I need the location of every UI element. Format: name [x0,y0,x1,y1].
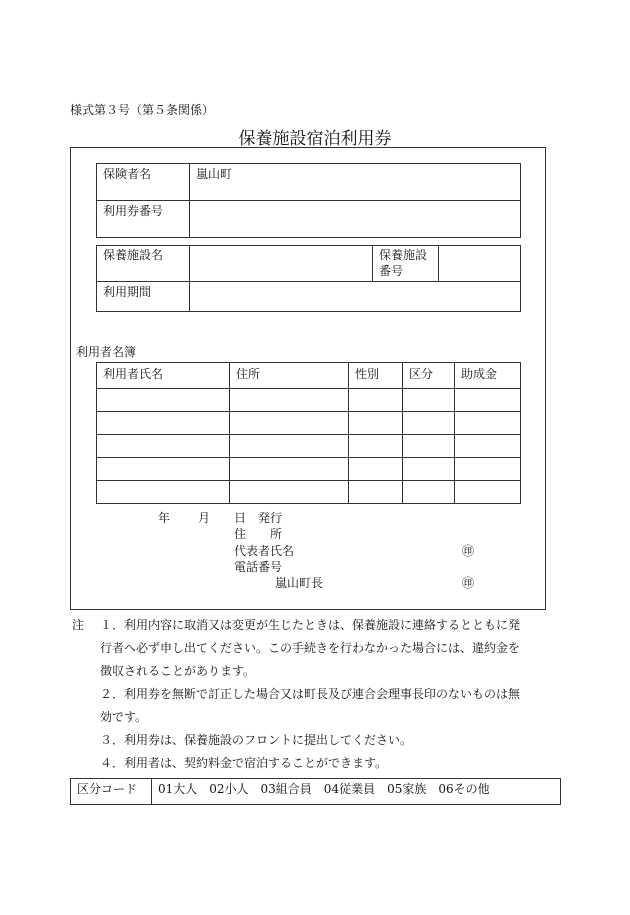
note-line: ３．利用券は、保養施設のフロントに提出してください。 [100,733,413,747]
category-code-table [70,778,561,805]
gender-cell[interactable] [349,458,403,481]
form-number: 様式第３号（第５条関係） [70,103,215,117]
issue-year-label: 年 [158,511,171,525]
table-row [97,201,521,238]
address-cell[interactable] [230,481,349,504]
note-line: 行者へ必ず申し出てください。この手続きを行わなかった場合には、違約金を [100,641,521,655]
category-cell[interactable] [403,389,455,412]
category-cell[interactable] [403,458,455,481]
ticket-number-label: 利用券番号 [97,201,190,238]
facility-name-label: 保養施設名 [97,246,190,282]
col-header-gender: 性別 [349,363,403,389]
facility-name-field[interactable] [190,246,373,282]
insurer-label: 保険者名 [97,164,190,201]
phone-number-label: 電話番号 [234,560,283,574]
table-row [97,282,521,312]
category-cell[interactable] [403,412,455,435]
note-line: ４．利用者は、契約料金で宿泊することができます。 [100,756,388,770]
page-title: 保養施設宿泊利用券 [238,129,392,149]
category-cell[interactable] [403,481,455,504]
category-code-values: 01大人 02小人 03組合員 04従業員 05家族 06その他 [152,779,561,805]
col-header-address: 住所 [230,363,349,389]
subsidy-cell[interactable] [455,389,521,412]
table-row [97,481,521,504]
gender-cell[interactable] [349,389,403,412]
official-seal-icon: ㊞ [462,576,475,590]
col-header-subsidy: 助成金 [455,363,521,389]
period-field[interactable] [190,282,521,312]
ticket-number-field[interactable] [190,201,521,238]
table-row [97,164,521,201]
note-line: 徴収されることがあります。 [100,664,256,678]
table-header-row [97,363,521,389]
note-line: ２．利用券を無断で訂正した場合又は町長及び連合会理事長印のないものは無 [100,687,521,701]
facility-number-field[interactable] [439,246,521,282]
note-line: １．利用内容に取消又は変更が生じたときは、保養施設に連絡するとともに発 [100,618,521,632]
gender-cell[interactable] [349,412,403,435]
representative-name-label: 代表者氏名 [234,544,295,558]
table-row [97,389,521,412]
roster-label: 利用者名簿 [76,345,137,359]
address-cell[interactable] [230,435,349,458]
mayor-label: 嵐山町長 [275,576,324,590]
notes-prefix: 注 [72,618,85,632]
category-code-label: 区分コード [71,779,152,805]
issue-month-label: 月 [198,511,211,525]
name-cell[interactable] [97,458,230,481]
user-roster-table [96,362,521,504]
subsidy-cell[interactable] [455,412,521,435]
address-cell[interactable] [230,458,349,481]
subsidy-cell[interactable] [455,481,521,504]
col-header-category: 区分 [403,363,455,389]
name-cell[interactable] [97,412,230,435]
issuer-address-label: 住 所 [234,527,283,541]
name-cell[interactable] [97,389,230,412]
table-row [97,458,521,481]
note-line: 効です。 [100,710,148,724]
category-cell[interactable] [403,435,455,458]
col-header-name: 利用者氏名 [97,363,230,389]
table-row [97,435,521,458]
name-cell[interactable] [97,481,230,504]
name-cell[interactable] [97,435,230,458]
issue-day-label: 日 発行 [234,511,283,525]
subsidy-cell[interactable] [455,435,521,458]
address-cell[interactable] [230,412,349,435]
facility-table [96,245,521,312]
period-label: 利用期間 [97,282,190,312]
subsidy-cell[interactable] [455,458,521,481]
gender-cell[interactable] [349,435,403,458]
table-row [71,779,561,805]
seal-icon: ㊞ [462,544,475,558]
address-cell[interactable] [230,389,349,412]
insurer-value: 嵐山町 [190,164,521,201]
gender-cell[interactable] [349,481,403,504]
table-row [97,412,521,435]
facility-number-label: 保養施設 番号 [373,246,439,282]
insurer-table [96,163,521,238]
table-row [97,246,521,282]
